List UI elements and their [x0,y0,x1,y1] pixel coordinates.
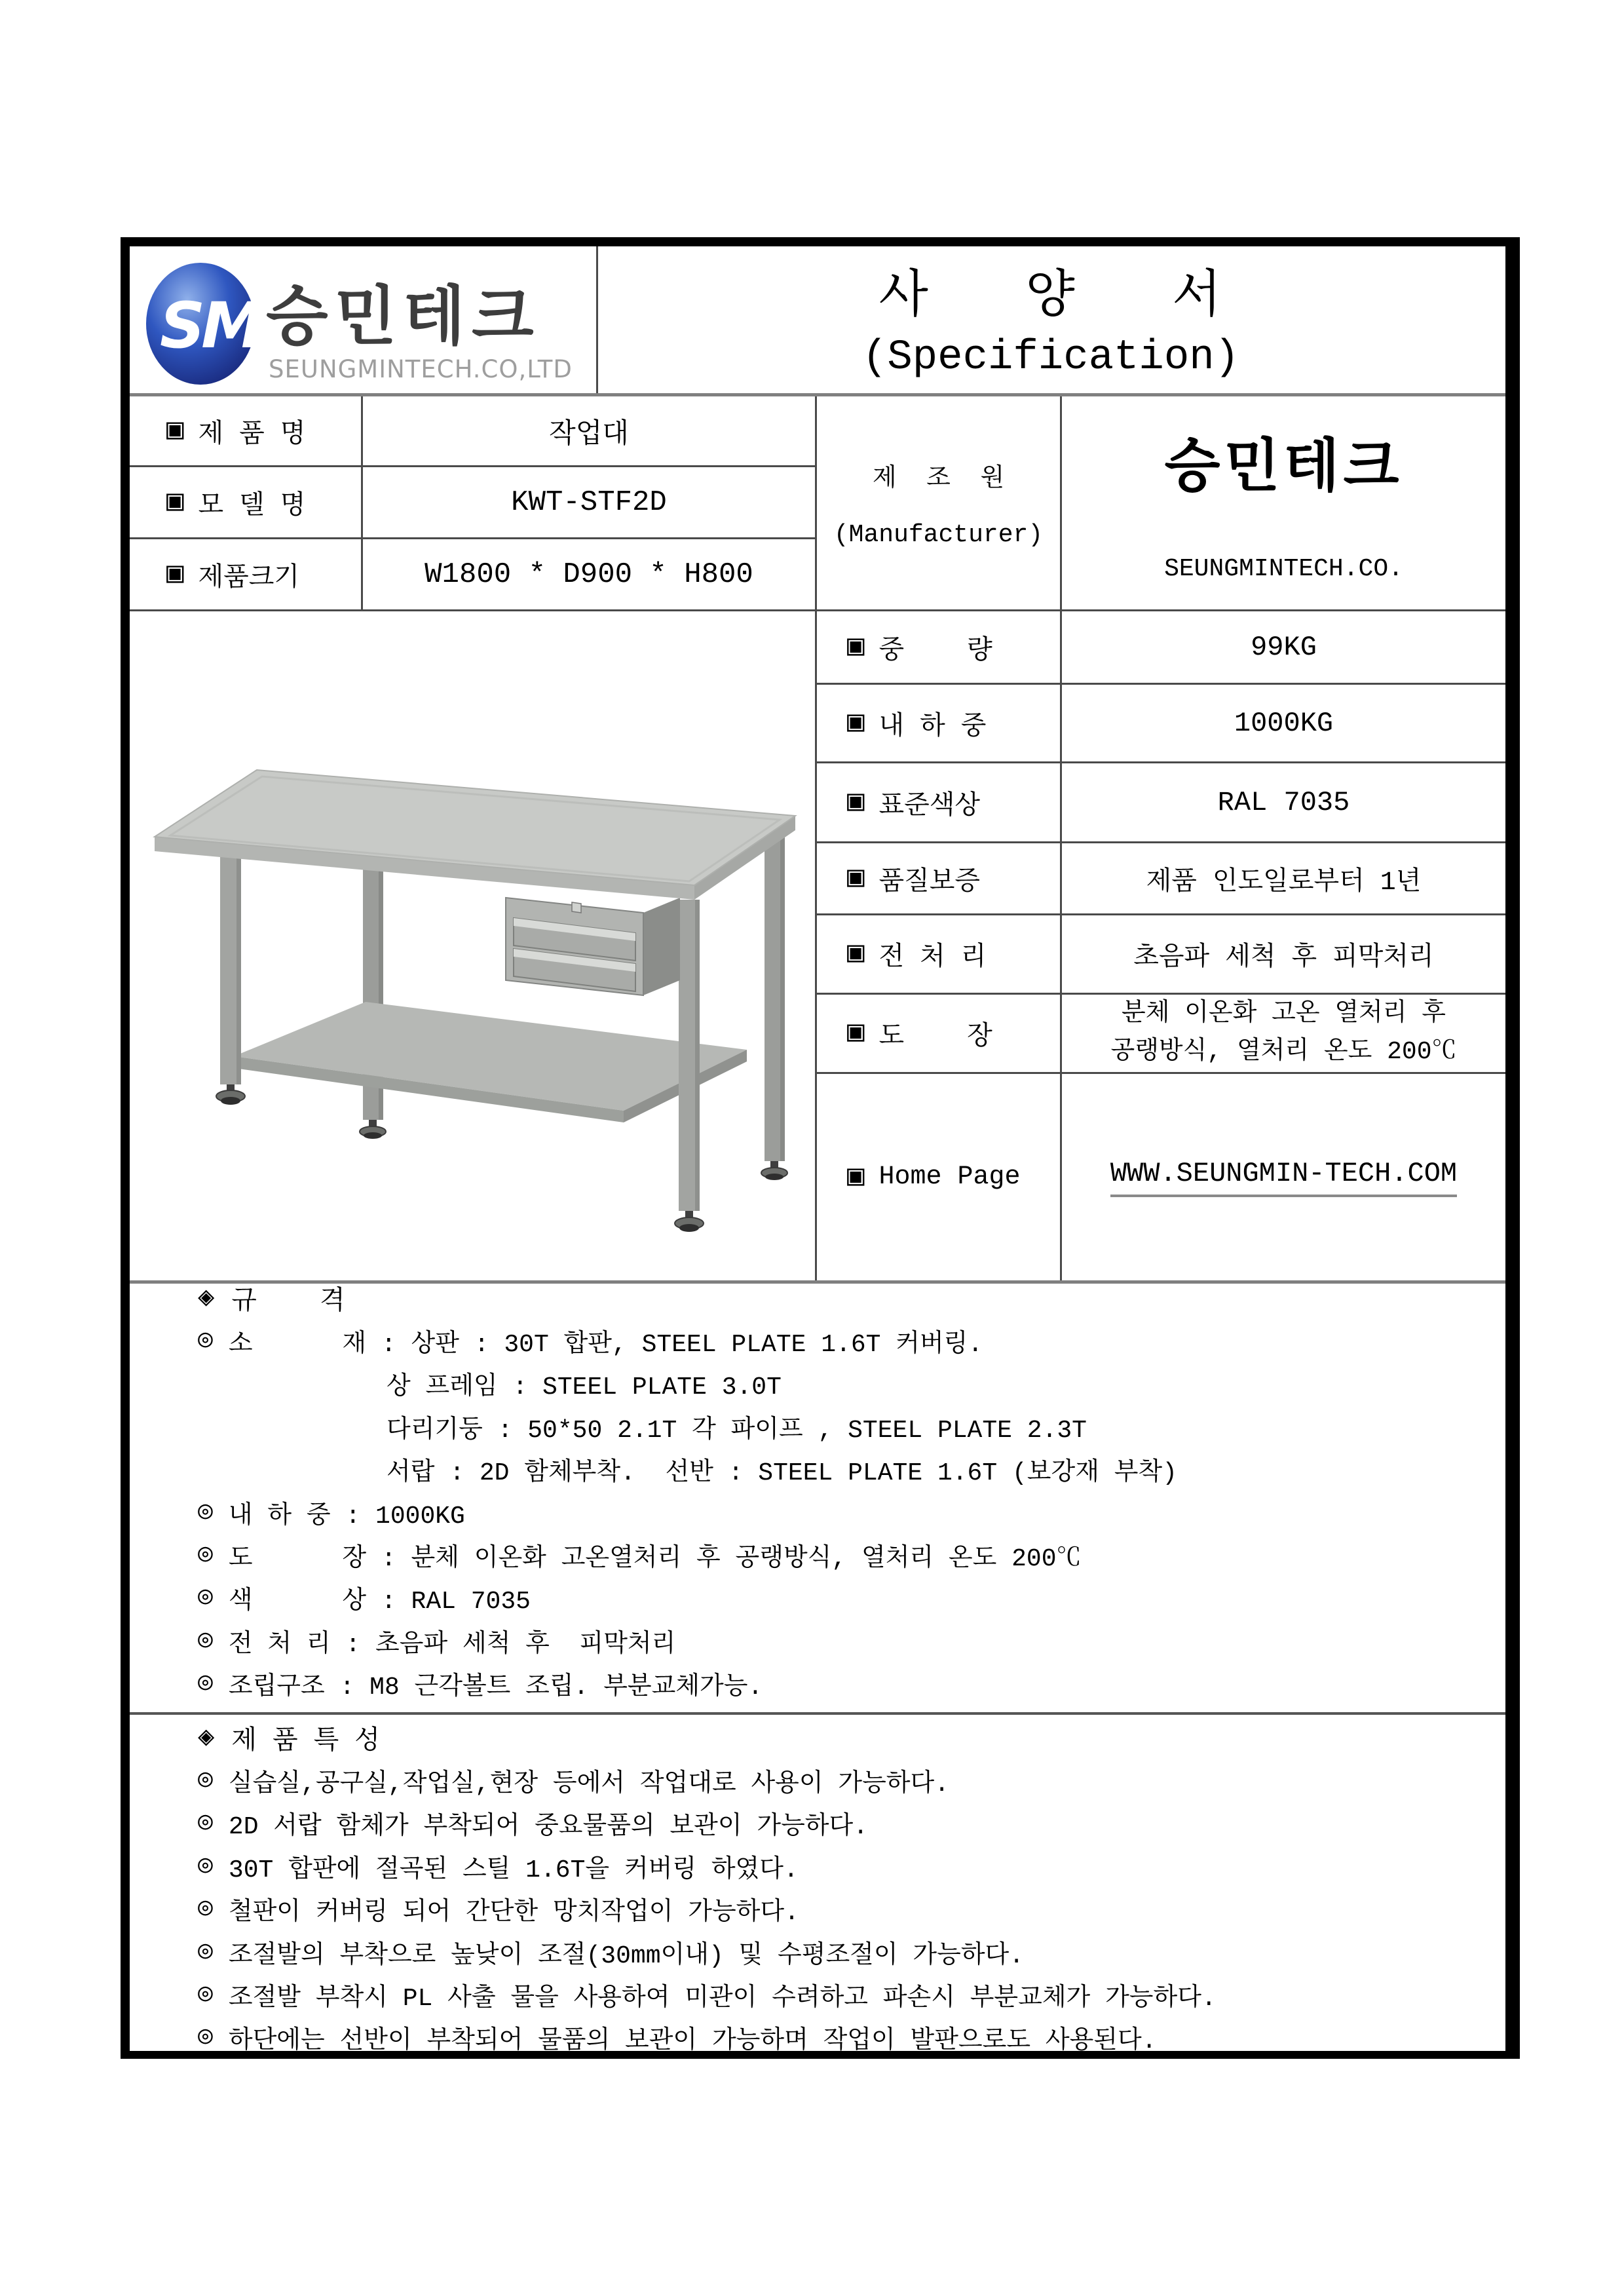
spec-line [198,1491,1508,1533]
manufacturer-label-en: (Manufacturer) [833,521,1044,549]
label-text: 품질보증 [878,868,981,898]
circle-bullet-icon: ◎ [198,1626,213,1655]
value-weight [1062,611,1505,683]
value-text: 99KG [1251,631,1317,663]
label-text: 전 처 리 [878,944,987,973]
feature-line [198,1845,1508,1887]
circle-bullet-icon: ◎ [198,1540,213,1569]
value-product-size [363,539,815,609]
circle-bullet-icon: ◎ [198,1766,213,1795]
product-photo [151,763,806,1248]
spec-line-text: 내 하 중 : 1000KG [228,1502,465,1531]
square-bullet-icon: ▣ [847,630,865,664]
label-text: 제 품 명 [198,420,306,450]
spec-line [198,1533,1508,1576]
spec-line-text: 도 장 : 분체 이온화 고온열처리 후 공랭방식, 열처리 온도 200℃ [228,1545,1082,1574]
feature-line-text: 조절발의 부착으로 높낮이 조절(30mm이내) 및 수평조절이 가능하다. [228,1942,1025,1970]
drawer-lock [572,902,581,913]
spec-line [198,1619,1508,1662]
divider [130,1712,1505,1715]
circle-bullet-icon: ◎ [198,1937,213,1966]
spec-document [121,237,1520,2059]
diamond-bullet-icon: ◈ [198,1721,215,1753]
circle-bullet-icon: ◎ [198,1583,213,1612]
feature-line-text: 조절발 부착시 PL 사출 물을 사용하여 미관이 수려하고 파손시 부분교체가 가능하다. [228,1985,1217,2014]
circle-bullet-icon: ◎ [198,1497,213,1526]
feature-line-text: 하단에는 선반이 부착되어 물품의 보관이 가능하며 작업이 발판으로도 사용된다. [228,2027,1157,2056]
feature-line [198,1930,1508,1973]
value-text-line2: 공랭방식, 열처리 온도 200℃ [1110,1038,1457,1066]
spec-line-text: 서랍 : 2D 함체부착. 선반 : STEEL PLATE 1.6T (보강재 부착) [387,1459,1177,1488]
spec-line-text: 조립구조 : M8 근각볼트 조립. 부분교체가능. [228,1674,763,1702]
spec-section [198,1276,1508,1705]
diamond-bullet-icon: ◈ [198,1282,215,1314]
spec-line [198,1448,1508,1491]
spec-section-heading [198,1276,1508,1319]
features-section [198,1716,1508,2059]
spec-line [198,1662,1508,1705]
value-text: 작업대 [549,419,629,451]
label-text: 모 델 명 [198,491,306,522]
label-text: 도 장 [878,1023,992,1052]
square-bullet-icon: ▣ [847,938,865,970]
row-label-manufacturer [817,396,1060,609]
label-text: Home Page [878,1162,1021,1192]
circle-bullet-icon: ◎ [198,1326,213,1355]
row-label-product-name [130,396,361,465]
row-label-load-capacity [817,685,1060,761]
row-label-warranty [817,843,1060,913]
square-bullet-icon: ▣ [847,706,865,740]
spec-line [198,1319,1508,1362]
spec-line [198,1362,1508,1405]
value-warranty [1062,843,1505,913]
row-label-model-name [130,467,361,537]
circle-bullet-icon: ◎ [198,1851,213,1880]
value-product-name [363,396,815,465]
drawer-unit-side [643,898,680,995]
feature-line-text: 2D 서랍 함체가 부착되어 중요물품의 보관이 가능하다. [228,1813,868,1842]
square-bullet-icon: ▣ [847,1017,865,1050]
row-label-product-size [130,539,361,609]
spec-line [198,1577,1508,1619]
logo-english-text: SEUNGMINTECH.CO,LTD [269,355,573,383]
document-title: 사 양 서 [878,269,1223,327]
label-text: 내 하 중 [878,712,987,742]
logo-korean-text: 승민테크 [266,279,540,354]
features-section-heading [198,1716,1508,1759]
feature-line [198,1759,1508,1801]
company-logo [143,261,601,387]
feature-line-text: 30T 합판에 절곡된 스틸 1.6T을 커버링 하였다. [228,1856,799,1885]
row-label-homepage [817,1074,1060,1280]
value-homepage [1062,1074,1505,1280]
square-bullet-icon: ▣ [847,786,865,819]
feature-line [198,2016,1508,2059]
value-model-name [363,467,815,537]
value-text: 초음파 세척 후 피막처리 [1133,944,1434,973]
logo-monogram: SM [160,289,260,362]
manufacturer-name-en: SEUNGMINTECH.CO. [1164,555,1403,583]
spec-line-text: 소 재 : 상판 : 30T 합판, STEEL PLATE 1.6T 커버링. [228,1331,983,1360]
square-bullet-icon: ▣ [166,558,184,591]
row-label-weight [817,611,1060,683]
manufacturer-label-kr: 제 조 원 [872,465,1005,493]
circle-bullet-icon: ◎ [198,1980,213,2009]
row-label-coating [817,995,1060,1072]
heading-text: 제 품 특 성 [231,1727,380,1757]
circle-bullet-icon: ◎ [198,1808,213,1837]
value-coating [1062,995,1505,1072]
square-bullet-icon: ▣ [166,414,184,448]
row-label-standard-color [817,763,1060,841]
value-text: 1000KG [1234,707,1334,739]
label-text: 중 량 [878,636,992,666]
spec-line-text: 다리기둥 : 50*50 2.1T 각 파이프 , STEEL PLATE 2.3T [387,1416,1087,1445]
feature-line [198,1888,1508,1930]
value-text: RAL 7035 [1217,786,1350,818]
title-block [596,246,1505,393]
label-text: 제품크기 [198,564,300,594]
value-text: KWT-STF2D [511,486,667,519]
heading-text: 규 격 [231,1287,345,1317]
feature-line [198,1973,1508,2016]
spec-line-text: 전 처 리 : 초음파 세척 후 피막처리 [228,1630,676,1659]
circle-bullet-icon: ◎ [198,1894,213,1923]
value-manufacturer [1062,396,1505,609]
value-load-capacity [1062,685,1505,761]
square-bullet-icon: ▣ [166,486,184,519]
value-pretreatment [1062,915,1505,993]
row-label-pretreatment [817,915,1060,993]
circle-bullet-icon: ◎ [198,1669,213,1698]
spec-line-text: 상 프레임 : STEEL PLATE 3.0T [387,1373,782,1402]
document-title-english: (Specification) [861,334,1240,381]
value-standard-color [1062,763,1505,841]
feature-line-text: 실습실,공구실,작업실,현장 등에서 작업대로 사용이 가능하다. [228,1770,950,1799]
manufacturer-name-kr: 승민테크 [1164,438,1403,503]
square-bullet-icon: ▣ [847,862,865,895]
square-bullet-icon: ▣ [847,1160,865,1194]
circle-bullet-icon: ◎ [198,2023,213,2052]
label-text: 표준색상 [878,792,981,822]
feature-line-text: 철판이 커버링 되어 간단한 망치작업이 가능하다. [228,1899,799,1928]
value-text: 제품 인도일로부터 1년 [1146,868,1422,898]
spec-line [198,1405,1508,1447]
spec-line-text: 색 상 : RAL 7035 [228,1588,531,1617]
homepage-link[interactable]: WWW.SEUNGMIN-TECH.COM [1110,1158,1457,1197]
value-text: W1800 * D900 * H800 [425,558,753,591]
value-text-line1: 분체 이온화 고온 열처리 후 [1121,1000,1446,1028]
feature-line [198,1802,1508,1845]
